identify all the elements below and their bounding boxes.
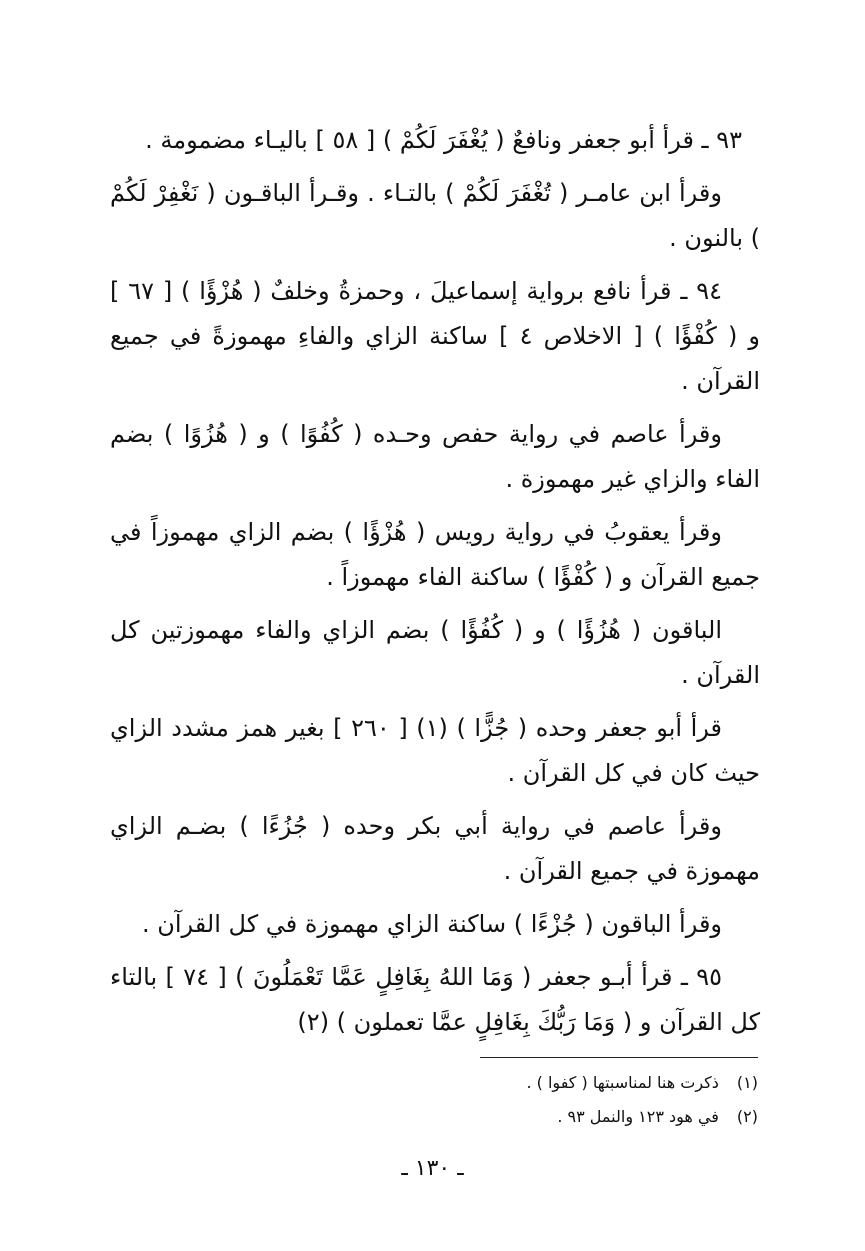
footnote-separator bbox=[480, 1057, 758, 1058]
paragraph-93: ٩٣ ـ قرأ أبو جعفر ونافعٌ ( يُغْفَرَ لَكُمْ ) [ ٥٨ ] باليـاء مضمومة . bbox=[145, 126, 742, 154]
footnote-2 bbox=[330, 1100, 758, 1134]
footnotes bbox=[330, 1066, 758, 1134]
footnote-1 bbox=[330, 1066, 758, 1100]
paragraph-95: ٩٥ ـ قرأ أبـو جعفر ( وَمَا اللهُ بِغَافِلٍ عَمَّا تَعْمَلُونَ ) [ ٧٤ ] بالتاء كل القرآن و ( وَمَا رَبُّكَ بِغَافِلٍ عمَّا تعملون ) (٢) bbox=[110, 963, 760, 1036]
footnote-mark: (٢) bbox=[736, 1107, 758, 1126]
paragraph: الباقون ( هُزُؤًا ) و ( كُفُؤًا ) بضم الزاي والفاء مهموزتين كل القرآن . bbox=[110, 616, 760, 689]
page-number: ـ ١٣٠ ـ bbox=[401, 1156, 464, 1181]
paragraph: وقرأ ابن عامـر ( تُغْفَرَ لَكُمْ ) بالتـاء . وقـرأ الباقـون ( نَغْفِرْ لَكُمْ ) بالنون . bbox=[110, 179, 760, 252]
paragraph-94: ٩٤ ـ قرأ نافع برواية إسماعيلَ ، وحمزةُ وخلفٌ ( هُزْؤًا ) [ ٦٧ ] و ( كُفْؤًا ) [ الاخلاص ٤ ] ساكنة الزاي والفاءِ مهموزةً في جميع القرآن . bbox=[110, 277, 760, 395]
footnote-text: ذكرت هنا لمناسبتها ( كفوا ) . bbox=[526, 1073, 719, 1092]
main-text bbox=[110, 118, 760, 1053]
footnote-text: في هود ١٢٣ والنمل ٩٣ . bbox=[557, 1107, 719, 1126]
paragraph: قرأ أبو جعفر وحده ( جُزًّا ) (١) [ ٢٦٠ ] بغير همز مشدد الزاي حيث كان في كل القرآن . bbox=[110, 714, 760, 787]
paragraph: وقرأ عاصم في رواية أبي بكر وحده ( جُزُءًا ) بضـم الزاي مهموزة في جميع القرآن . bbox=[110, 812, 760, 885]
footnote-mark: (١) bbox=[736, 1073, 758, 1092]
paragraph: وقرأ يعقوبُ في رواية رويس ( هُزْؤًا ) بضم الزاي مهموزاً في جميع القرآن و ( كُفْؤًا ) ساكنة الفاء مهموزاً . bbox=[110, 518, 760, 591]
paragraph: وقرأ الباقون ( جُزْءًا ) ساكنة الزاي مهموزة في كل القرآن . bbox=[141, 910, 722, 938]
paragraph: وقرأ عاصم في رواية حفص وحـده ( كُفُوًا ) و ( هُزُوًا ) بضم الفاء والزاي غير مهموزة . bbox=[110, 420, 760, 493]
